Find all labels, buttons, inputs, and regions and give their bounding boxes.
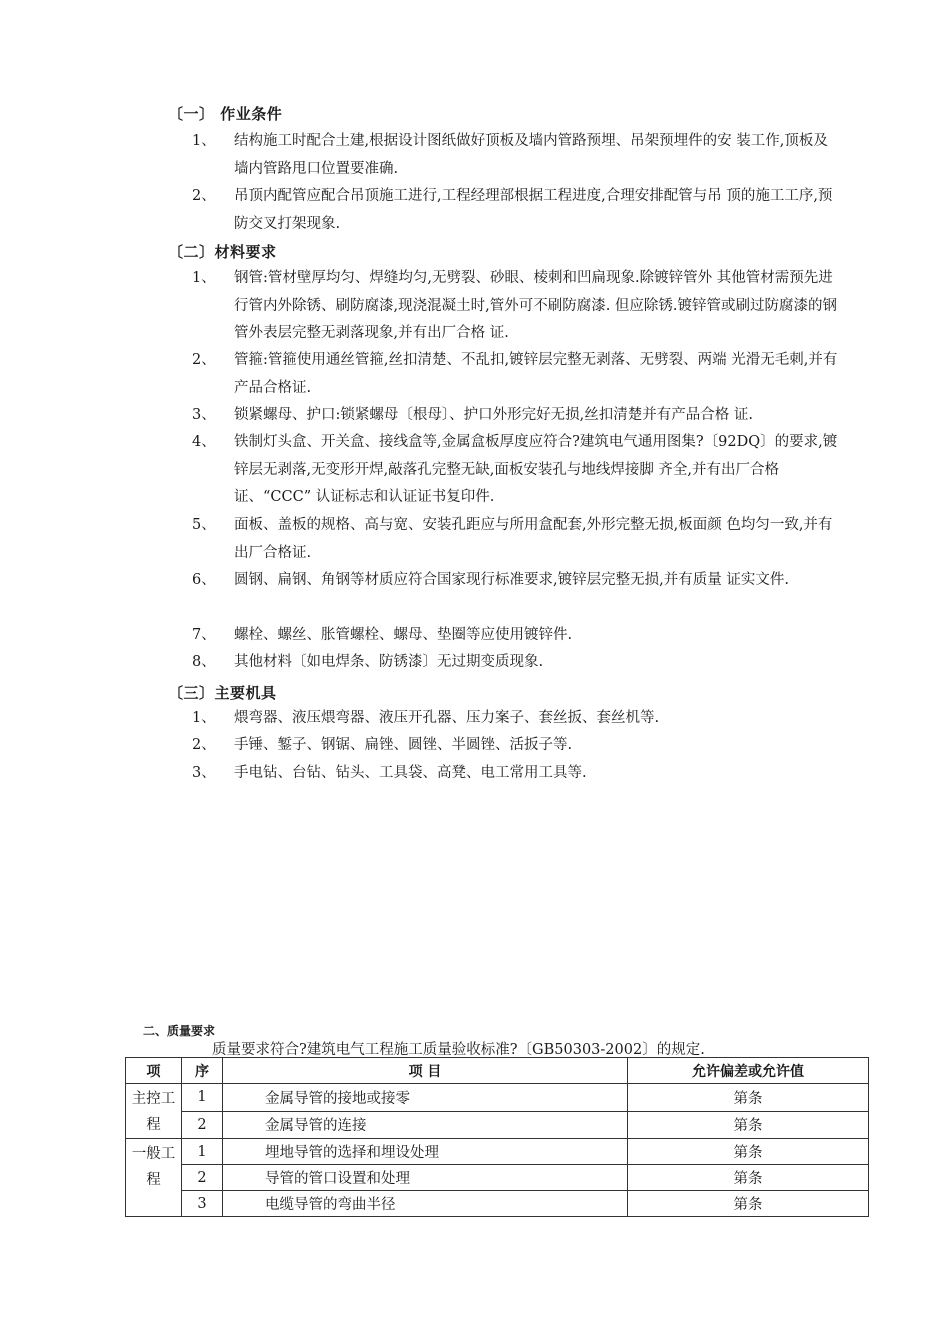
row-item: 金属导管的连接	[223, 1111, 628, 1139]
item-number: 2、	[192, 188, 216, 204]
table-row	[126, 1084, 869, 1112]
section-title-work-conditions: 〔一〕 作业条件	[168, 105, 283, 123]
quality-intro: 质量要求符合?建筑电气工程施工质量验收标准?〔GB50303-2002〕的规定.	[212, 1042, 705, 1058]
item-text: 手电钻、台钻、钻头、工具袋、高凳、电工常用工具等.	[234, 765, 587, 781]
section-title-main-tools: 〔三〕主要机具	[168, 684, 277, 702]
list-item	[192, 429, 842, 512]
header-value: 允许偏差或允许值	[628, 1058, 869, 1084]
list-item	[192, 622, 842, 650]
item-number: 2、	[192, 737, 216, 753]
item-text: 其他材料〔如电焊条、防锈漆〕无过期变质现象.	[234, 654, 544, 670]
table-row	[126, 1191, 869, 1217]
item-text: 煨弯器、液压煨弯器、液压开孔器、压力案子、套丝扳、套丝机等.	[234, 710, 660, 726]
item-text: 螺栓、螺丝、胀管螺栓、螺母、垫圈等应使用镀锌件.	[234, 627, 573, 643]
item-number: 1、	[192, 270, 216, 286]
row-item: 金属导管的接地或接零	[223, 1084, 628, 1112]
item-text: 手锤、錾子、钢锯、扁锉、圆锉、半圆锉、活扳子等.	[234, 737, 573, 753]
item-text: 管箍:管箍使用通丝管箍,丝扣清楚、不乱扣,镀锌层完整无剥落、无劈裂、两端 光滑无毛刺,并有产品合格证.	[234, 352, 838, 396]
row-number: 3	[182, 1191, 223, 1217]
table-header-row	[126, 1058, 869, 1084]
list-item	[192, 402, 842, 430]
header-category: 项	[126, 1058, 182, 1084]
item-text: 圆钢、扁钢、角钢等材质应符合国家现行标准要求,镀锌层完整无损,并有质量 证实文件.	[234, 572, 789, 588]
list-item	[192, 128, 842, 183]
category-cell: 主控工程	[126, 1084, 182, 1139]
item-text: 面板、盖板的规格、高与宽、安装孔距应与所用盒配套,外形完整无损,板面颜 色均匀一致,并有出厂合格证.	[234, 517, 833, 561]
row-number: 2	[182, 1111, 223, 1139]
row-item: 电缆导管的弯曲半径	[223, 1191, 628, 1217]
list-item	[192, 512, 842, 567]
header-number: 序	[182, 1058, 223, 1084]
list-item	[192, 567, 842, 595]
item-number: 8、	[192, 654, 216, 670]
list-item	[192, 649, 842, 677]
item-text: 铁制灯头盒、开关盒、接线盒等,金属盒板厚度应符合?建筑电气通用图集?〔92DQ〕的要求,镀锌层无剥落,无变形开焊,敲落孔完整无缺,面板安装孔与地线焊接脚 齐全,并有出厂合格证、“CCC” 认证标志和认证证书复印件.	[234, 434, 838, 506]
row-item: 导管的管口设置和处理	[223, 1165, 628, 1191]
quality-heading: 二、质量要求	[143, 1024, 216, 1038]
item-number: 2、	[192, 352, 216, 368]
item-number: 1、	[192, 710, 216, 726]
table-row	[126, 1139, 869, 1165]
row-value: 第条	[628, 1191, 869, 1217]
row-number: 2	[182, 1165, 223, 1191]
item-text: 钢管:管材壁厚均匀、焊缝均匀,无劈裂、砂眼、棱刺和凹扁现象.除镀锌管外 其他管材需预先进行管内外除锈、刷防腐漆,现浇混凝土时,管外可不刷防腐漆. 但应除锈.镀锌管或刷过防腐漆的钢管外表层完整无剥落现象,并有出厂合格 证.	[234, 270, 838, 342]
row-number: 1	[182, 1084, 223, 1112]
item-number: 3、	[192, 407, 216, 423]
item-text: 结构施工时配合土建,根据设计图纸做好顶板及墙内管路预埋、吊架预埋件的安 装工作,顶板及墙内管路甩口位置要准确.	[234, 133, 828, 177]
row-item: 埋地导管的选择和埋设处理	[223, 1139, 628, 1165]
row-value: 第条	[628, 1111, 869, 1139]
row-value: 第条	[628, 1139, 869, 1165]
header-item: 项 目	[223, 1058, 628, 1084]
list-item	[192, 760, 842, 788]
item-number: 5、	[192, 517, 216, 533]
row-value: 第条	[628, 1165, 869, 1191]
item-number: 6、	[192, 572, 216, 588]
list-item	[192, 265, 842, 348]
section-title-material-requirements: 〔二〕材料要求	[168, 243, 277, 261]
item-number: 1、	[192, 133, 216, 149]
quality-table	[125, 1057, 869, 1217]
item-text: 锁紧螺母、护口:锁紧螺母〔根母〕、护口外形完好无损,丝扣清楚并有产品合格 证.	[234, 407, 753, 423]
item-text: 吊顶内配管应配合吊顶施工进行,工程经理部根据工程进度,合理安排配管与吊 顶的施工工序,预防交叉打架现象.	[234, 188, 833, 232]
item-number: 7、	[192, 627, 216, 643]
list-item	[192, 732, 842, 760]
item-number: 4、	[192, 434, 216, 450]
table-row	[126, 1111, 869, 1139]
category-cell: 一般工程	[126, 1139, 182, 1217]
row-number: 1	[182, 1139, 223, 1165]
list-item	[192, 705, 842, 733]
table-row	[126, 1165, 869, 1191]
item-number: 3、	[192, 765, 216, 781]
row-value: 第条	[628, 1084, 869, 1112]
list-item	[192, 183, 842, 238]
list-item	[192, 347, 842, 402]
